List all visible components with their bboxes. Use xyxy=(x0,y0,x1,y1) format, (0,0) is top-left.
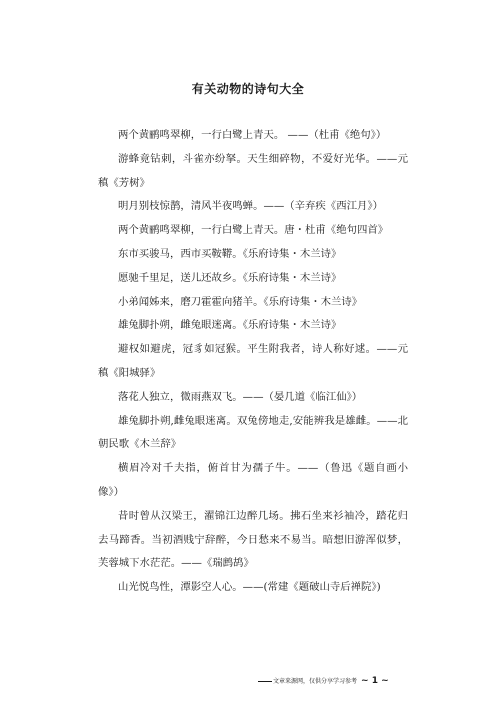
poem-line: 愿驰千里足，送儿还故乡。《乐府诗集・木兰诗》 xyxy=(118,271,342,284)
poem-line: 两个黄鹂鸣翠柳，一行白鹭上青天。唐・杜甫《绝句四首》 xyxy=(118,224,389,237)
poem-line: 两个黄鹂鸣翠柳，一行白鹭上青天。 ——（杜甫《绝句》） xyxy=(118,129,387,141)
poem-line: 东市买骏马，西市买鞍鞯。《乐府诗集・木兰诗》 xyxy=(118,247,342,260)
page-footer xyxy=(258,676,389,686)
poem-line: 游蜂竟钻刺，斗雀亦纷拏。天生细碎物，不爱好光华。——元稹《芳树》 xyxy=(98,152,408,189)
poem-list xyxy=(98,124,408,600)
poem-line: 明月别枝惊鹊，清风半夜鸣蝉。——（辛弃疾《西江月》） xyxy=(118,200,383,213)
poem-line: 雄兔脚扑朔,雌兔眼迷离。双兔傍地走,安能辨我是雄雌。——北朝民歌《木兰辞》 xyxy=(98,414,408,451)
poem-line: 雄兔脚扑朔，雌兔眼迷离。《乐府诗集・木兰诗》 xyxy=(118,319,342,332)
poem-line: 横眉冷对千夫指，俯首甘为孺子牛。——（鲁迅《题自画小像》） xyxy=(98,462,408,498)
page-number: ~ 1 ~ xyxy=(361,676,389,686)
poem-line: 避权如避虎，冠豸如冠猴。平生附我者，诗人称好逑。——元稹《阳城驿》 xyxy=(98,343,408,379)
footer-source-note: 文章来源网，仅供分享学习参考 xyxy=(273,678,358,685)
footer-rule xyxy=(258,681,272,682)
document-title: 有关动物的诗句大全 xyxy=(191,82,305,96)
poem-line: 落花人独立，微雨燕双飞。——（晏几道《临江仙》） xyxy=(118,390,363,403)
poem-line: 山光悦鸟性，潭影空人心。——(常建《题破山寺后禅院》) xyxy=(118,581,381,594)
poem-line: 昔时曾从汉梁王，濯锦江边醉几场。拂石坐来衫袖冷，踏花归去马蹄香。当初酒贱宁辞醉，今日愁来不易当。暗想旧游浑似梦，芙蓉城下水茫茫。——《瑞鹧鸪》 xyxy=(98,509,408,570)
poem-line: 小弟闻姊来，磨刀霍霍向猪羊。《乐府诗集・木兰诗》 xyxy=(118,295,363,308)
